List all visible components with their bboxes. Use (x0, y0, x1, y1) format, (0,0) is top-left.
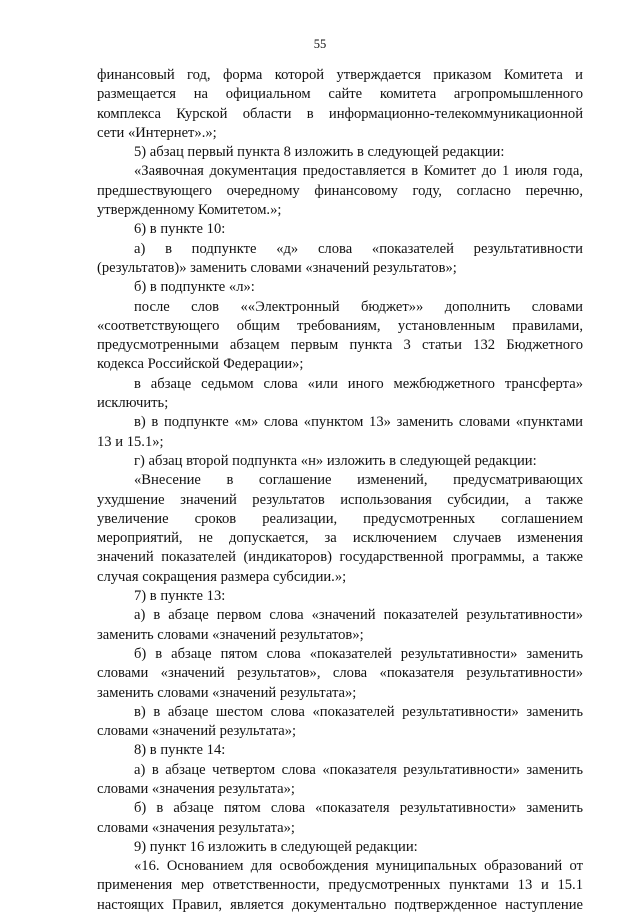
page-number: 55 (313, 37, 327, 51)
text-line: 5) абзац первый пункта 8 изложить в следующей редакции: (134, 144, 505, 161)
text-line: б) в подпункте «л»: (134, 279, 255, 296)
text-line: г) абзац второй подпункта «н» изложить в следующей редакции: (134, 452, 537, 469)
text-line: ухудшение значений результатов использования субсидии, а также (97, 491, 583, 508)
text-line: заменить словами «значений результатов»; (97, 626, 364, 643)
text-line: исключить; (97, 395, 169, 412)
text-line: б) в абзаце пятом слова «показателей результативности» заменить (134, 645, 583, 662)
text-line: заменить словами «значений результата»; (97, 684, 357, 701)
text-line: значений показателей (индикаторов) государственной программы, а также (97, 549, 583, 566)
text-line: а) в подпункте «д» слова «показателей результативности (134, 240, 583, 257)
text-line: в абзаце седьмом слова «или иного межбюджетного трансферта» (134, 375, 583, 392)
text-line: случая сокращения размера субсидии.»; (97, 568, 347, 585)
text-line: (результатов)» заменить словами «значений результатов»; (97, 259, 457, 276)
text-line: предшествующего очередному финансовому году, согласно перечню, (97, 182, 583, 199)
text-line: увеличение сроков реализации, предусмотренных соглашением (97, 510, 583, 527)
text-line: сети «Интернет».»; (97, 124, 217, 141)
text-line: словами «значения результата»; (97, 780, 295, 797)
text-line: «соответствующего общим требованиям, установленным правилами, (97, 317, 583, 334)
text-line: мероприятий, не допускается, за исключением случаев изменения (97, 530, 583, 547)
text-line: словами «значений результатов», слова «показателя результативности» (97, 665, 583, 682)
text-line: а) в абзаце первом слова «значений показателей результативности» (134, 607, 583, 624)
text-line: в) в абзаце шестом слова «показателей результативности» заменить (134, 703, 583, 720)
text-line: «16. Основанием для освобождения муниципальных образований от (134, 858, 583, 875)
text-line: применения мер ответственности, предусмотренных пунктами 13 и 15.1 (97, 877, 583, 894)
text-line: кодекса Российской Федерации»; (97, 356, 304, 373)
text-line: размещается на официальном сайте комитета агропромышленного (97, 86, 583, 103)
text-line: 8) в пункте 14: (134, 742, 226, 759)
text-line: утвержденному Комитетом.»; (97, 202, 282, 219)
text-line: словами «значения результата»; (97, 819, 295, 836)
text-line: комплекса Курской области в информационно-телекоммуникационной (97, 105, 583, 122)
text-line: 7) в пункте 13: (134, 588, 226, 605)
text-line: 6) в пункте 10: (134, 221, 226, 238)
text-line: настоящих Правил, является документально подтвержденное наступление (97, 896, 583, 913)
text-line: предусмотренными абзацем первым пункта 3 статьи 132 Бюджетного (97, 337, 583, 354)
text-line: «Заявочная документация предоставляется в Комитет до 1 июля года, (134, 163, 583, 180)
text-line: 9) пункт 16 изложить в следующей редакции: (134, 838, 418, 855)
text-line: в) в подпункте «м» слова «пунктом 13» заменить словами «пунктами (134, 414, 583, 431)
text-line: после слов ««Электронный бюджет»» дополнить словами (134, 298, 583, 315)
text-line: б) в абзаце пятом слова «показателя результативности» заменить (134, 800, 583, 817)
text-line: финансовый год, форма которой утверждается приказом Комитета и (97, 67, 583, 83)
text-line: 13 и 15.1»; (97, 433, 164, 450)
document-body (97, 66, 583, 915)
text-line: «Внесение в соглашение изменений, предусматривающих (134, 472, 583, 489)
text-line: а) в абзаце четвертом слова «показателя результативности» заменить (134, 761, 583, 778)
text-line: словами «значений результата»; (97, 723, 297, 740)
